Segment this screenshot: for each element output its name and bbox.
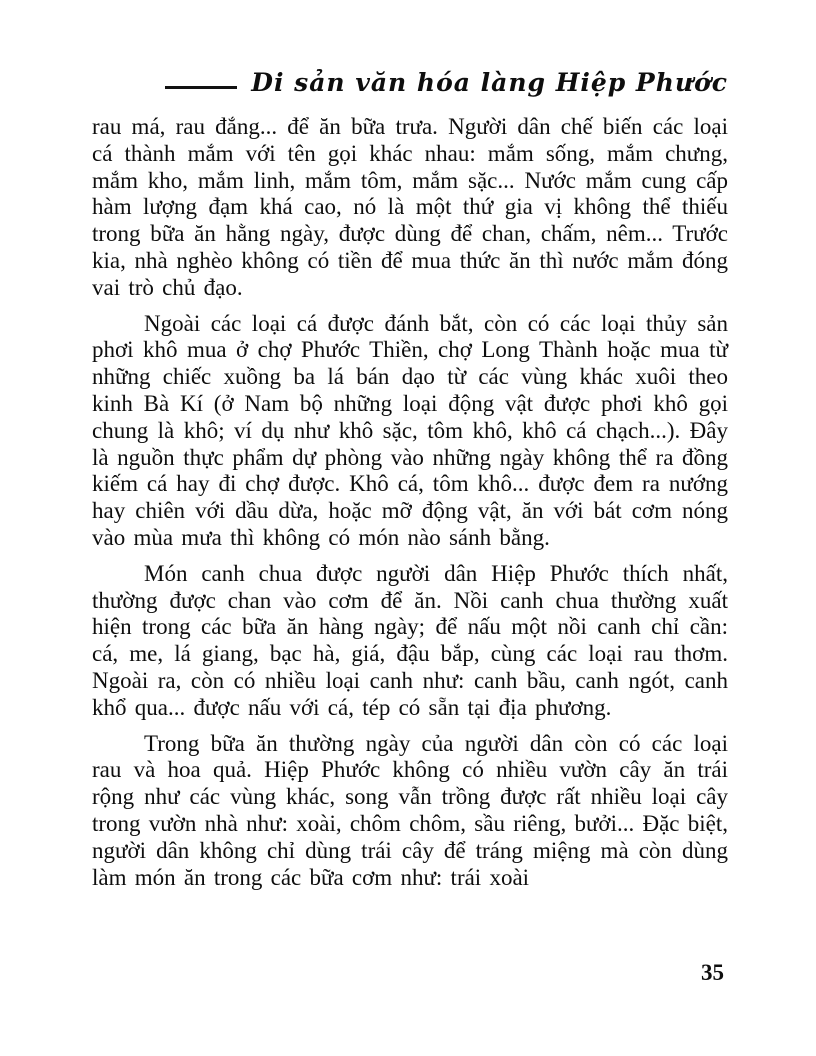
paragraph: rau má, rau đắng... để ăn bữa trưa. Người dân chế biến các loại cá thành mắm với tên gọi khác nhau: mắm sống, mắm chưng, mắm kho, mắm linh, mắm tôm, mắm sặc... Nước mắm cung cấp hàm lượng đạm khá cao, nó là một thứ gia vị không thể thiếu trong bữa ăn hằng ngày, được dùng để chan, chấm, nêm... Trước kia, nhà nghèo không có tiền để mua thức ăn thì nước mắm đóng vai trò chủ đạo. <box>92 114 728 300</box>
header-rule <box>165 86 237 89</box>
header-title: Di sản văn hóa làng Hiệp Phước <box>251 68 728 97</box>
page-body <box>92 114 728 900</box>
running-header <box>165 68 728 97</box>
page-number: 35 <box>701 960 724 985</box>
paragraph: Trong bữa ăn thường ngày của người dân còn có các loại rau và hoa quả. Hiệp Phước không có nhiều vườn cây ăn trái rộng như các vùng khác, song vẫn trồng được rất nhiều loại cây trong vườn nhà như: xoài, chôm chôm, sầu riêng, bưởi... Đặc biệt, người dân không chỉ dùng trái cây để tráng miệng mà còn dùng làm món ăn trong các bữa cơm như: trái xoài <box>92 730 728 890</box>
paragraph: Món canh chua được người dân Hiệp Phước thích nhất, thường được chan vào cơm để ăn. Nồi canh chua thường xuất hiện trong các bữa ăn hàng ngày; để nấu một nồi canh chỉ cần: cá, me, lá giang, bạc hà, giá, đậu bắp, cùng các loại rau thơm. Ngoài ra, còn có nhiều loại canh như: canh bầu, canh ngót, canh khổ qua... được nấu với cá, tép có sẵn tại địa phương. <box>92 560 728 720</box>
paragraph: Ngoài các loại cá được đánh bắt, còn có các loại thủy sản phơi khô mua ở chợ Phước Thiền, chợ Long Thành hoặc mua từ những chiếc xuồng ba lá bán dạo từ các vùng khác xuôi theo kinh Bà Kí (ở Nam bộ những loại động vật được phơi khô gọi chung là khô; ví dụ như khô sặc, tôm khô, khô cá chạch...). Đây là nguồn thực phẩm dự phòng vào những ngày không thể ra đồng kiếm cá hay đi chợ được. Khô cá, tôm khô... được đem ra nướng hay chiên với dầu dừa, hoặc mỡ động vật, ăn với bát cơm nóng vào mùa mưa thì không có món nào sánh bằng. <box>92 310 728 550</box>
